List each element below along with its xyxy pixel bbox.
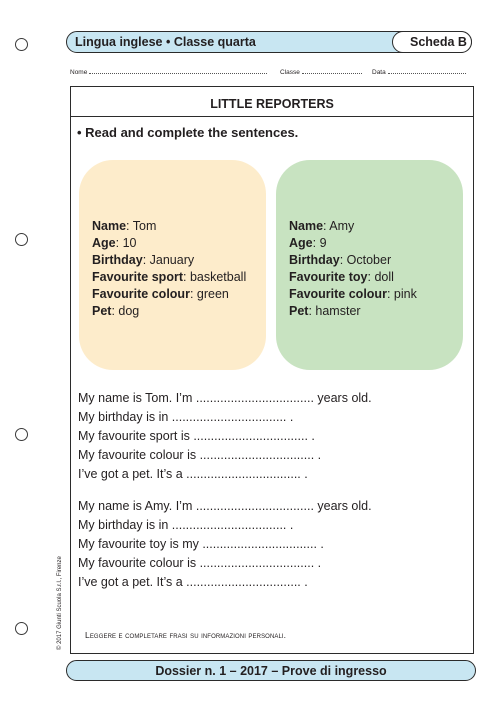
- sentence-line[interactable]: My favourite sport is ................................. .: [78, 429, 315, 443]
- sentence-line[interactable]: I’ve got a pet. It’s a ................................. .: [78, 575, 308, 589]
- class-label: Classe: [280, 69, 300, 76]
- worksheet-tab: [392, 31, 472, 53]
- page-title: LITTLE REPORTERS: [210, 97, 334, 111]
- info-item: Birthday: January: [92, 253, 195, 267]
- sentence-line[interactable]: My birthday is in ................................. .: [78, 518, 294, 532]
- instruction: • Read and complete the sentences.: [77, 125, 299, 140]
- sentence-line[interactable]: My name is Amy. I’m .................................. years old.: [78, 499, 372, 513]
- info-item: Pet: dog: [92, 304, 140, 318]
- date-label: Data: [372, 69, 386, 76]
- info-item: Name: Tom: [92, 219, 157, 233]
- info-card-amy: [276, 160, 463, 370]
- info-list-tom: [92, 218, 246, 320]
- info-item: Favourite sport: basketball: [92, 270, 247, 284]
- copyright-notice: © 2017 Giunti Scuola S.r.l., Firenze: [57, 556, 63, 650]
- binder-hole-4: [15, 622, 28, 635]
- sentences-amy: [78, 497, 372, 592]
- info-item: Age: 9: [289, 236, 327, 250]
- sentence-line[interactable]: My birthday is in ................................. .: [78, 410, 294, 424]
- sentence-line[interactable]: My favourite colour is ................................. .: [78, 448, 322, 462]
- teacher-footnote: Leggere e completare frasi su informazioni personali.: [85, 630, 287, 640]
- title-divider: [71, 116, 473, 117]
- footer-label: Dossier n. 1 – 2017 – Prove di ingresso: [155, 664, 387, 678]
- name-field[interactable]: [89, 68, 267, 74]
- worksheet-tab-label: Scheda B: [410, 34, 467, 49]
- class-field[interactable]: [302, 68, 362, 74]
- info-list-amy: [289, 218, 417, 320]
- footer-bar: [66, 660, 476, 681]
- info-item: Favourite colour: pink: [289, 287, 417, 301]
- info-card-tom: [79, 160, 266, 370]
- sentence-line[interactable]: I’ve got a pet. It’s a ................................. .: [78, 467, 308, 481]
- date-row: [372, 68, 466, 76]
- info-item: Name: Amy: [289, 219, 355, 233]
- name-label: Nome: [70, 69, 88, 76]
- binder-hole-1: [15, 38, 28, 51]
- info-item: Pet: hamster: [289, 304, 361, 318]
- date-field[interactable]: [388, 68, 466, 74]
- binder-hole-3: [15, 428, 28, 441]
- class-row: [280, 68, 362, 76]
- header-title: Lingua inglese • Classe quarta: [75, 35, 256, 49]
- info-item: Birthday: October: [289, 253, 392, 267]
- sentence-line[interactable]: My favourite colour is ................................. .: [78, 556, 322, 570]
- sentences-tom: [78, 389, 372, 484]
- name-row: [70, 68, 267, 76]
- binder-hole-2: [15, 233, 28, 246]
- header-bar: [66, 31, 472, 53]
- sentence-line[interactable]: My name is Tom. I’m .................................. years old.: [78, 391, 372, 405]
- info-item: Favourite colour: green: [92, 287, 229, 301]
- info-item: Favourite toy: doll: [289, 270, 394, 284]
- info-item: Age: 10: [92, 236, 137, 250]
- worksheet-frame: [70, 86, 474, 654]
- sentence-line[interactable]: My favourite toy is my ................................. .: [78, 537, 324, 551]
